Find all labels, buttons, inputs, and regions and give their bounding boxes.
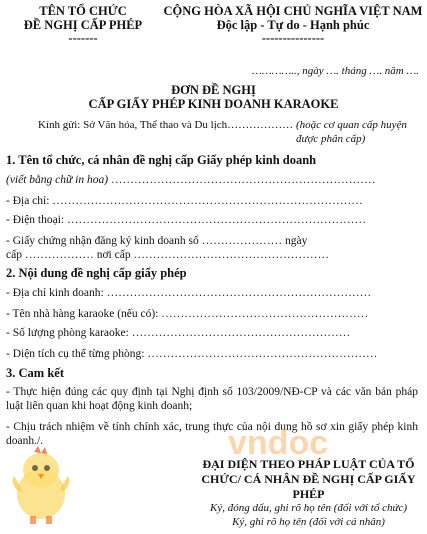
karaoke-name-field: - Tên nhà hàng karaoke (nếu có): ……………………………………………… — [6, 308, 369, 320]
room-count-field: - Số lượng phòng karaoke: ………………………………………………… — [6, 327, 351, 339]
watermark-text: vndoc — [228, 424, 329, 462]
form-subtitle: CẤP GIẤY PHÉP KINH DOANH KARAOKE — [88, 97, 339, 111]
signature-title-3: PHÉP — [292, 487, 325, 501]
business-address-field: - Địa chỉ kinh doanh: …………………………………………………………… — [6, 287, 372, 299]
address-field: - Địa chỉ: ……………………………………………………………………… — [6, 195, 363, 207]
recipient-label: Kính gửi: Sở Văn hóa, Thể thao và Du lịch……………… — [38, 119, 294, 131]
recipient-line — [38, 119, 407, 131]
room-area-field: - Diện tích cụ thể từng phòng: …………………………………………………… — [6, 348, 378, 360]
section2-heading: 2. Nội dung đề nghị cấp giấy phép — [6, 266, 187, 280]
commitment-1: - Thực hiện đúng các quy định tại Nghị định số 103/2009/NĐ-CP và các văn bản pháp luật liên quan khi hoạt động kinh doanh; — [6, 386, 418, 412]
signature-note-org: Ký, đóng dấu, ghi rõ họ tên (đối với tổ chức) — [209, 502, 407, 514]
applicant-label: ĐỀ NGHỊ CẤP PHÉP — [23, 18, 143, 32]
caps-note: (viết bằng chữ in hoa) — [6, 174, 109, 186]
registration-field: - Giấy chứng nhận đăng ký kinh doanh số ………………… ngày — [6, 235, 308, 247]
phone-field: - Điện thoại: …………………………………………………………………… — [6, 214, 366, 226]
section3-heading: 3. Cam kết — [6, 366, 64, 380]
org-name-field — [6, 174, 375, 186]
form-title: ĐƠN ĐỀ NGHỊ — [171, 83, 256, 97]
chick-mascot-icon — [8, 446, 74, 524]
org-name-label: TÊN TỔ CHỨC — [39, 4, 127, 18]
national-motto: Độc lập - Tự do - Hạnh phúc — [216, 18, 370, 32]
section1-heading: 1. Tên tổ chức, cá nhân đề nghị cấp Giấy phép kinh doanh — [6, 153, 317, 167]
commitment-2: - Chịu trách nhiệm về tính chính xác, trung thực của nội dung hồ sơ xin giấy phép kinh doanh./. — [6, 421, 418, 447]
header-left-divider: ------- — [68, 31, 98, 45]
signature-title-2: CHỨC/ CÁ NHÂN ĐỀ NGHỊ CẤP GIẤY — [201, 472, 416, 486]
signature-title-1: ĐẠI DIỆN THEO PHÁP LUẬT CỦA TỔ — [202, 457, 415, 471]
signature-note-individual: Ký, ghi rõ họ tên (đối với cá nhân) — [232, 516, 385, 528]
national-title: CỘNG HÒA XÃ HỘI CHỦ NGHĨA VIỆT NAM — [163, 4, 423, 18]
date-line: ………….., ngày …. tháng …. năm …. — [252, 65, 419, 77]
org-name-dots: …………………………………………………………… — [110, 174, 376, 186]
recipient-note-cont: được phân cấp) — [296, 133, 366, 145]
registration-field-cont: cấp ……………… nơi cấp …………………………………………… — [6, 249, 329, 261]
header-right-divider: --------------- — [261, 31, 325, 45]
recipient-note: (hoặc cơ quan cấp huyện — [295, 119, 407, 131]
